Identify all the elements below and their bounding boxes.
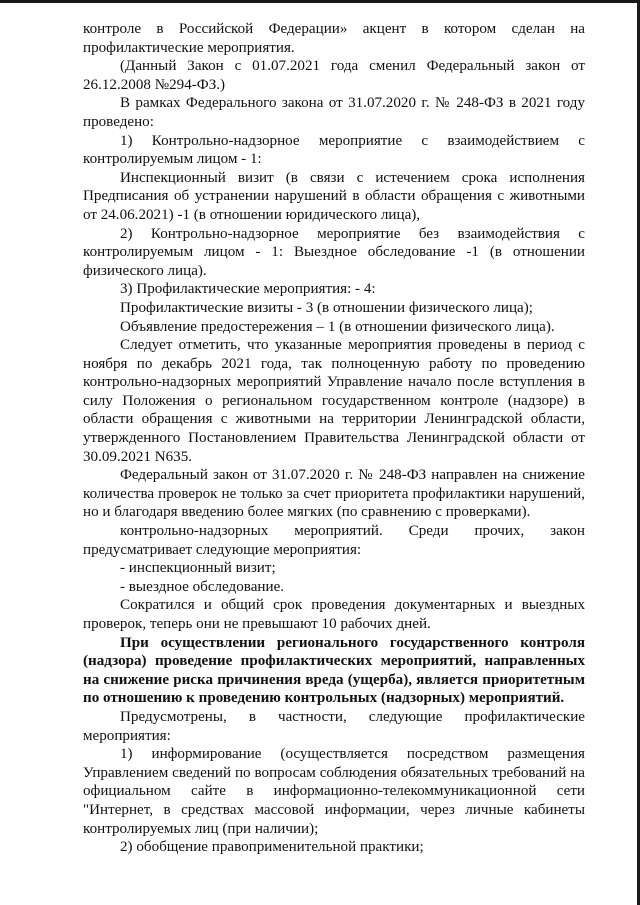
- paragraph-inspection-visit: Инспекционный визит (в связи с истечением срока исполнения Предписания об устранении нарушений в области обращения с животными от 24.06.2021) -1 (в отношении юридического лица),: [83, 169, 585, 223]
- paragraph-priority-bold: При осуществлении регионального государственного контроля (надзора) проведение профилактических мероприятий, направленных на снижение риска причинения вреда (ущерба), является приоритетным по отношению к проведению контрольных (надзорных) мероприятий.: [83, 634, 585, 707]
- paragraph-law-replacement: (Данный Закон с 01.07.2021 года сменил Федеральный закон от 26.12.2008 №294-ФЗ.): [83, 58, 585, 93]
- paragraph-results-intro: В рамках Федерального закона от 31.07.2020 г. № 248-ФЗ в 2021 году проведено:: [83, 95, 585, 130]
- paragraph-measure-survey: - выездное обследование.: [120, 578, 285, 595]
- paragraph-measures-list-intro: контрольно-надзорных мероприятий. Среди прочих, закон предусматривает следующие мероприятия:: [83, 523, 585, 558]
- paragraph-generalization: 2) обобщение правоприменительной практики;: [120, 839, 424, 856]
- paragraph-law-purpose: Федеральный закон от 31.07.2020 г. № 248-ФЗ направлен на снижение количества проверок не только за счет приоритета профилактики нарушений, но и благодаря введению более мягких (по сравнению с проверками).: [83, 467, 585, 521]
- paragraph-warning: Объявление предостережения – 1 (в отношении физического лица).: [120, 318, 555, 335]
- paragraph-item-1: 1) Контрольно-надзорное мероприятие с взаимодействием с контролируемым лицом - 1:: [83, 132, 585, 168]
- paragraph-law-title-end: контроле в Российской Федерации» акцент в котором сделан на профилактические мероприятия.: [83, 21, 585, 56]
- paragraph-measure-inspection: - инспекционный визит;: [120, 560, 276, 577]
- paragraph-item-3: 3) Профилактические мероприятия: - 4:: [120, 281, 376, 298]
- paragraph-provided-measures: Предусмотрены, в частности, следующие профилактические мероприятия:: [83, 708, 585, 744]
- paragraph-item-2: 2) Контрольно-надзорное мероприятие без взаимодействия с контролируемым лицом - 1: Выездное обследование -1 (в отношении физического лица).: [83, 225, 585, 279]
- document-page: [83, 20, 585, 857]
- paragraph-term-reduction: Сократился и общий срок проведения документарных и выездных проверок, теперь они не превышают 10 рабочих дней.: [83, 597, 585, 632]
- paragraph-period-note: Следует отметить, что указанные мероприятия проведены в период с ноября по декабрь 2021 года, так полноценную работу по проведению контрольно-надзорных мероприятий Управление начало после вступления в силу Положения о региональном государственном контроле (надзоре) в области обращения с животными на территории Ленинградской области, утвержденного Постановлением Правительства Ленинградской области от 30.09.2021 N635.: [83, 337, 585, 465]
- paragraph-preventive-visits: Профилактические визиты - 3 (в отношении физического лица);: [120, 299, 533, 316]
- paragraph-informing: 1) информирование (осуществляется посредством размещения Управлением сведений по вопросам соблюдения обязательных требований на официальном сайте в информационно-телекоммуникационной сети "Интернет, в средствах массовой информации, через личные кабинеты контролируемых лиц (при наличии);: [83, 746, 585, 837]
- scan-edge-top: [0, 0, 640, 3]
